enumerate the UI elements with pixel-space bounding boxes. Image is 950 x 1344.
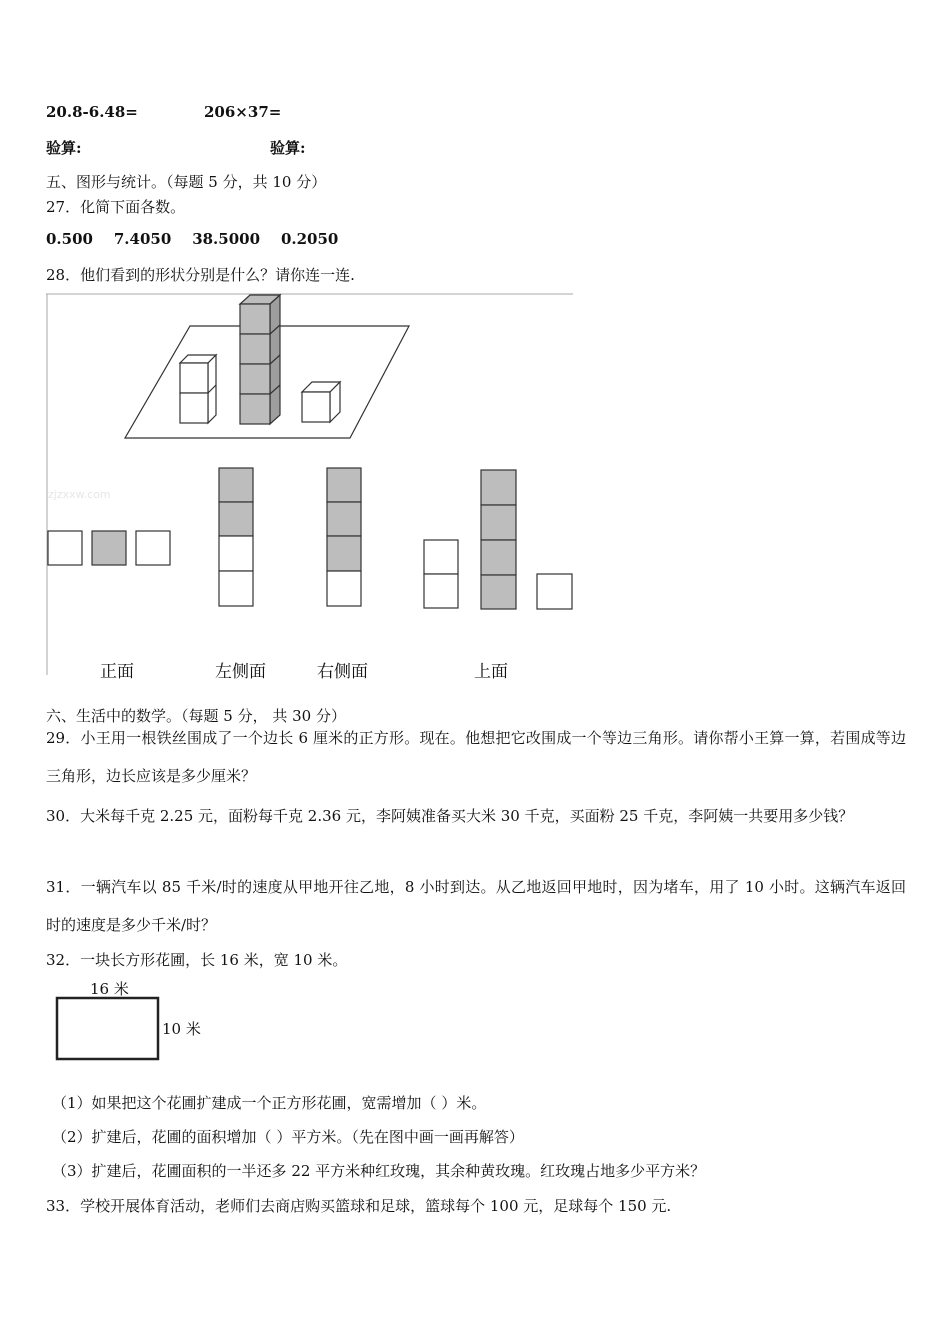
garden-rectangle — [57, 998, 158, 1059]
cube-single-right — [302, 382, 340, 422]
view-left-side — [219, 468, 253, 606]
garden-rect-figure — [54, 978, 214, 1068]
question-33: 33．学校开展体育活动，老师们去商店购买篮球和足球，篮球每个 100 元，足球每个 150 元. — [46, 1197, 672, 1215]
question-32: 32．一块长方形花圃，长 16 米，宽 10 米。 — [46, 951, 348, 969]
view-top-a — [424, 540, 458, 608]
watermark: zjzxxw.com — [48, 488, 111, 501]
check-label-1: 验算: — [46, 139, 82, 157]
q27-numbers — [46, 230, 338, 248]
garden-length-label: 16 米 — [90, 980, 129, 998]
question-31: 31．一辆汽车以 85 千米/时的速度从甲地开往乙地，8 小时到达。从乙地返回甲地时，因为堵车，用了 10 小时。这辆汽车返回时的速度是多少千米/时？ — [46, 878, 906, 934]
question-32-1: （1）如果把这个花圃扩建成一个正方形花圃，宽需增加（ ）米。 — [52, 1094, 487, 1112]
question-29: 29．小王用一根铁丝围成了一个边长 6 厘米的正方形。现在。他想把它改围成一个等边三角形。请你帮小王算一算，若围成等边三角形，边长应该是多少厘米？ — [46, 729, 906, 785]
garden-width-label: 10 米 — [162, 1020, 201, 1038]
q27-number: 0.500 — [46, 230, 93, 248]
q27-number: 7.4050 — [113, 230, 172, 248]
view-right-side — [327, 468, 361, 606]
view-top-b — [481, 470, 516, 609]
question-27: 27．化简下面各数。 — [46, 198, 186, 216]
view-top-c — [537, 574, 572, 609]
check-label-2: 验算: — [270, 139, 306, 157]
calc-expr-1: 20.8-6.48= — [46, 103, 138, 121]
cube-stack-tall — [240, 295, 280, 424]
cube-views-svg — [46, 293, 576, 683]
calc-expr-2: 206×37= — [204, 103, 282, 121]
section6-title: 六、生活中的数学。（每题 5 分， 共 30 分） — [46, 707, 346, 725]
question-28: 28．他们看到的形状分别是什么？请你连一连. — [46, 266, 355, 284]
view-front — [48, 531, 170, 565]
label-front: 正面 — [100, 662, 134, 682]
question-32-3: （3）扩建后，花圃面积的一半还多 22 平方米种红玫瑰，其余种黄玫瑰。红玫瑰占地多少平方米？ — [52, 1162, 706, 1180]
label-right-side: 右侧面 — [317, 662, 368, 682]
label-left-side: 左侧面 — [215, 662, 266, 682]
section5-title: 五、图形与统计。（每题 5 分，共 10 分） — [46, 173, 327, 191]
label-top: 上面 — [474, 662, 508, 682]
cube-views-figure — [46, 293, 576, 683]
question-30: 30．大米每千克 2.25 元，面粉每千克 2.36 元，李阿姨准备买大米 30 千克，买面粉 25 千克，李阿姨一共要用多少钱？ — [46, 807, 854, 825]
q27-number: 38.5000 — [192, 230, 261, 248]
cube-stack-left — [180, 355, 216, 423]
q27-number: 0.2050 — [280, 230, 339, 248]
question-32-2: （2）扩建后，花圃的面积增加（ ）平方米。（先在图中画一画再解答） — [52, 1128, 524, 1146]
